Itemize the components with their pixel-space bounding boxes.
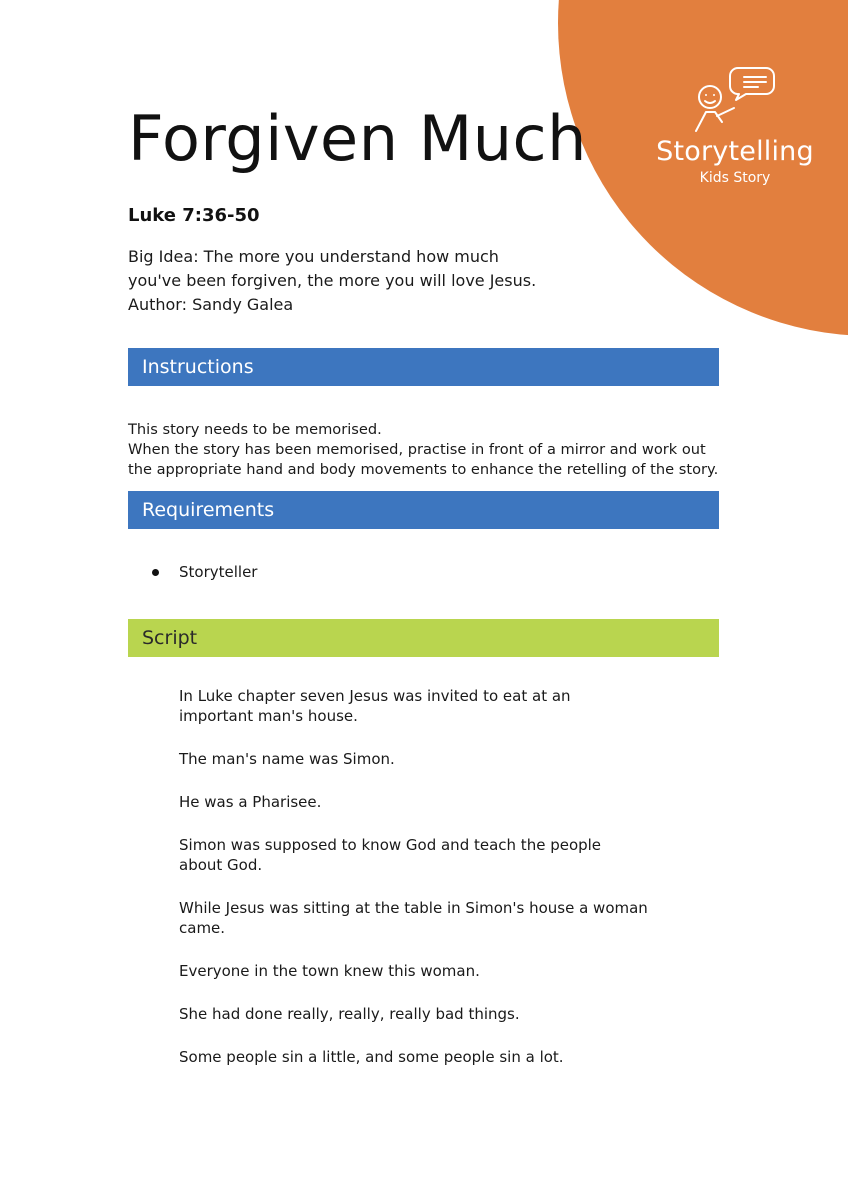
requirements-heading: Requirements	[128, 491, 719, 529]
scripture-reference: Luke 7:36-50	[128, 205, 260, 226]
instructions-line: This story needs to be memorised.	[128, 421, 382, 438]
script-paragraph: The man's name was Simon.	[179, 750, 395, 768]
script-paragraph: Everyone in the town knew this woman.	[179, 962, 480, 980]
intro-line: you've been forgiven, the more you will love Jesus.	[128, 271, 537, 290]
script-paragraph: Some people sin a little, and some people sin a lot.	[179, 1048, 564, 1066]
intro-line: Big Idea: The more you understand how much	[128, 247, 499, 266]
script-paragraph: In Luke chapter seven Jesus was invited to eat at an important man's house.	[179, 687, 571, 725]
intro-line: Author: Sandy Galea	[128, 295, 294, 314]
page-title: Forgiven Much	[128, 102, 587, 175]
brand-subtitle: Kids Story	[699, 170, 771, 186]
script-heading: Script	[128, 619, 719, 657]
script-paragraph: She had done really, really, really bad things.	[179, 1005, 520, 1023]
script-body	[179, 686, 649, 1090]
requirement-label: Storyteller	[179, 563, 258, 581]
storyteller-speech-bubble-icon	[692, 60, 778, 134]
script-paragraph: While Jesus was sitting at the table in Simon's house a woman came.	[179, 899, 648, 937]
instructions-heading: Instructions	[128, 348, 719, 386]
corner-decoration	[558, 0, 848, 336]
requirements-list	[152, 563, 257, 581]
intro-block	[128, 245, 568, 317]
brand-name: Storytelling	[656, 136, 814, 167]
script-paragraph: He was a Pharisee.	[179, 793, 322, 811]
bullet-icon	[152, 569, 159, 576]
list-item	[152, 563, 257, 581]
instructions-text	[128, 420, 728, 480]
script-paragraph: Simon was supposed to know God and teach the people about God.	[179, 836, 602, 874]
instructions-line: When the story has been memorised, practise in front of a mirror and work out	[128, 441, 706, 458]
instructions-line: the appropriate hand and body movements to enhance the retelling of the story.	[128, 461, 719, 478]
